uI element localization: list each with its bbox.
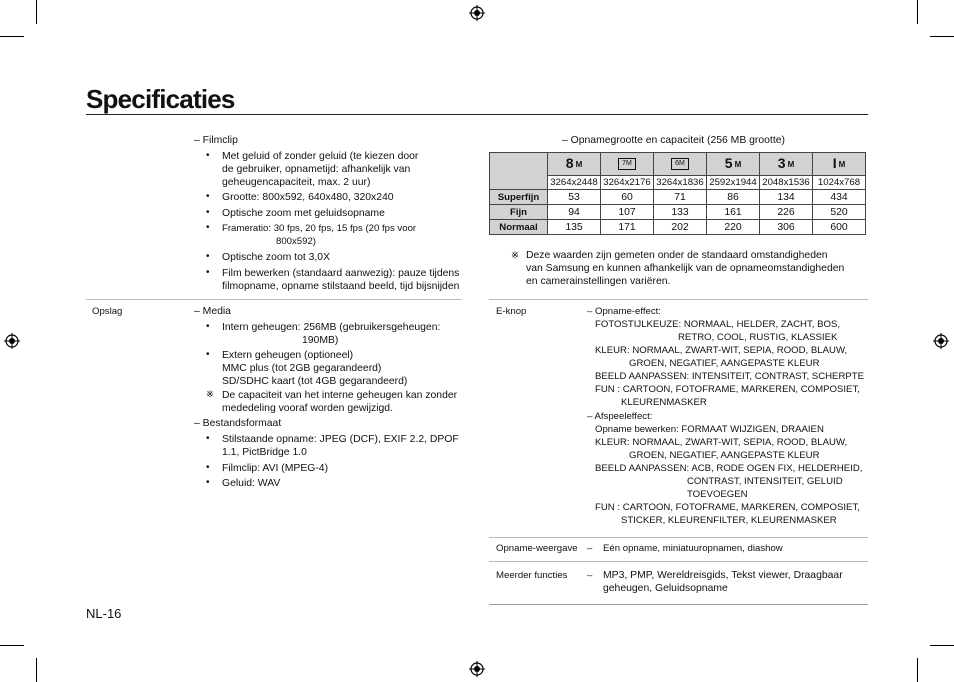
eknop-line: GROEN, NEGATIEF, AANGEPASTE KLEUR xyxy=(629,358,820,369)
format-item-line: 1.1, PictBridge 1.0 xyxy=(222,447,307,458)
quality-label: Superfijn xyxy=(490,190,548,205)
registration-mark-icon xyxy=(933,333,949,349)
resolution-cell: 2592x1944 xyxy=(707,176,760,190)
capacity-cell: 133 xyxy=(654,205,707,220)
bullet: • xyxy=(206,222,210,233)
storage-note-line: De capaciteit van het interne geheugen kan zonder xyxy=(222,390,458,401)
crop-mark xyxy=(0,36,24,37)
media-item-line: SD/SDHC kaart (tot 4GB gegarandeerd) xyxy=(222,376,408,387)
bullet: • xyxy=(206,477,210,488)
capacity-table xyxy=(489,152,866,235)
resolution-cell: 1024x768 xyxy=(813,176,866,190)
eknop-line: FUN : CARTOON, FOTOFRAME, MARKEREN, COMPOSIET, xyxy=(595,384,860,395)
eknop-line: Opname bewerken: FORMAAT WIJZIGEN, DRAAIEN xyxy=(595,424,824,435)
size-icon-cell xyxy=(654,153,707,176)
size-icon-cell xyxy=(601,153,654,176)
capacity-note-line: Deze waarden zijn gemeten onder de standaard omstandigheden xyxy=(526,250,828,261)
size-8m-icon: 8 M xyxy=(565,155,583,172)
crop-mark xyxy=(930,645,954,646)
capacity-cell: 107 xyxy=(601,205,654,220)
capacity-note-line: van Samsung en kunnen afhankelijk van de opnameomstandigheden xyxy=(526,263,845,274)
capacity-cell: 520 xyxy=(813,205,866,220)
media-item-line: 190MB) xyxy=(302,335,339,346)
page-number: NL-16 xyxy=(86,606,122,621)
functies-line: geheugen, Geluidsopname xyxy=(603,583,728,594)
filmclip-item-line: Grootte: 800x592, 640x480, 320x240 xyxy=(222,192,394,203)
crop-mark xyxy=(36,0,37,24)
functies-dash: – xyxy=(587,570,593,581)
format-item-line: Filmclip: AVI (MPEG-4) xyxy=(222,463,329,474)
filmclip-item-line: Frameratio: 30 fps, 20 fps, 15 fps (20 fps voor xyxy=(222,223,417,234)
media-item-line: MMC plus (tot 2GB gegarandeerd) xyxy=(222,363,382,374)
filmclip-item-line: de gebruiker, opnametijd: afhankelijk van xyxy=(222,164,411,175)
filmclip-item-line: geheugencapaciteit, max. 2 uur) xyxy=(222,177,371,188)
format-header: – Bestandsformaat xyxy=(194,418,282,429)
crop-mark xyxy=(0,645,24,646)
table-row xyxy=(490,190,866,205)
capacity-cell: 600 xyxy=(813,220,866,235)
eknop-line: BEELD AANPASSEN: INTENSITEIT, CONTRAST, SCHERPTE xyxy=(595,371,865,382)
section-divider xyxy=(489,604,868,605)
size-icon-cell xyxy=(760,153,813,176)
format-item-line: Stilstaande opname: JPEG (DCF), EXIF 2.2, DPOF xyxy=(222,434,459,445)
eknop-line: FUN : CARTOON, FOTOFRAME, MARKEREN, COMPOSIET, xyxy=(595,502,860,513)
section-divider xyxy=(489,561,868,562)
eknop-line: CONTRAST, INTENSITEIT, GELUID xyxy=(687,476,843,487)
eknop-line: GROEN, NEGATIEF, AANGEPASTE KLEUR xyxy=(629,450,820,461)
media-header: – Media xyxy=(194,306,231,317)
format-item-line: Geluid: WAV xyxy=(222,478,281,489)
filmclip-item-line: Met geluid of zonder geluid (te kiezen door xyxy=(222,151,419,162)
size-icon-cell xyxy=(548,153,601,176)
bullet: • xyxy=(206,349,210,360)
capacity-cell: 202 xyxy=(654,220,707,235)
storage-note-line: mededeling vooraf worden gewijzigd. xyxy=(222,403,393,414)
filmclip-item-line: Optische zoom tot 3,0X xyxy=(222,252,331,263)
page-title: Specificaties xyxy=(86,84,235,114)
capacity-note-line: en camerainstellingen variëren. xyxy=(526,276,671,287)
size-3m-icon: 3 M xyxy=(777,155,795,172)
size-6m-icon: 6M xyxy=(671,158,689,170)
capacity-cell: 220 xyxy=(707,220,760,235)
media-item-line: Intern geheugen: 256MB (gebruikersgeheugen: xyxy=(222,322,441,333)
title-rule xyxy=(86,114,868,115)
capacity-cell: 171 xyxy=(601,220,654,235)
size-icon-cell xyxy=(813,153,866,176)
bullet: • xyxy=(206,267,210,278)
size-5m-icon: 5 M xyxy=(724,155,742,172)
filmclip-item-line: filmopname, opname stilstaand beeld, tijd bijsnijden xyxy=(222,281,460,292)
quality-label: Normaal xyxy=(490,220,548,235)
size-icon-cell xyxy=(707,153,760,176)
media-item-line: Extern geheugen (optioneel) xyxy=(222,350,354,361)
functies-label: Meerder functies xyxy=(496,570,568,581)
filmclip-header: – Filmclip xyxy=(194,135,238,146)
eknop-line: – Opname-effect: xyxy=(587,306,661,317)
capacity-cell: 226 xyxy=(760,205,813,220)
eknop-line: KLEURENMASKER xyxy=(621,397,707,408)
crop-mark xyxy=(917,0,918,24)
weergave-label: Opname-weergave xyxy=(496,543,578,554)
bullet: • xyxy=(206,462,210,473)
capacity-cell: 434 xyxy=(813,190,866,205)
quality-label: Fijn xyxy=(490,205,548,220)
section-divider xyxy=(489,299,868,300)
registration-mark-icon xyxy=(469,5,485,21)
opslag-label: Opslag xyxy=(92,306,123,317)
capacity-cell: 60 xyxy=(601,190,654,205)
resolution-cell: 3264x2448 xyxy=(548,176,601,190)
table-corner-cell xyxy=(490,153,548,190)
crop-mark xyxy=(36,658,37,682)
section-divider xyxy=(86,299,462,300)
bullet: • xyxy=(206,251,210,262)
bullet: • xyxy=(206,191,210,202)
eknop-line: KLEUR: NORMAAL, ZWART-WIT, SEPIA, ROOD, BLAUW, xyxy=(595,345,848,356)
table-row xyxy=(490,205,866,220)
section-divider xyxy=(489,537,868,538)
note-mark: ※ xyxy=(206,389,215,400)
eknop-line: TOEVOEGEN xyxy=(687,489,748,500)
functies-line: MP3, PMP, Wereldreisgids, Tekst viewer, Draagbaar xyxy=(603,570,843,581)
eknop-label: E-knop xyxy=(496,306,527,317)
capacity-cell: 134 xyxy=(760,190,813,205)
resolution-cell: 2048x1536 xyxy=(760,176,813,190)
registration-mark-icon xyxy=(4,333,20,349)
capacity-cell: 94 xyxy=(548,205,601,220)
eknop-line: KLEUR: NORMAAL, ZWART-WIT, SEPIA, ROOD, BLAUW, xyxy=(595,437,848,448)
size-7m-icon: 7M xyxy=(618,158,636,170)
size-1m-icon: I M xyxy=(832,155,846,172)
table-row xyxy=(490,220,866,235)
eknop-line: FOTOSTIJLKEUZE: NORMAAL, HELDER, ZACHT, BOS, xyxy=(595,319,841,330)
bullet: • xyxy=(206,321,210,332)
crop-mark xyxy=(930,36,954,37)
eknop-line: – Afspeeleffect: xyxy=(587,411,653,422)
weergave-text: Eén opname, miniatuuropnamen, diashow xyxy=(603,543,783,554)
capacity-cell: 53 xyxy=(548,190,601,205)
capacity-cell: 161 xyxy=(707,205,760,220)
bullet: • xyxy=(206,150,210,161)
capacity-cell: 71 xyxy=(654,190,707,205)
weergave-dash: – xyxy=(587,543,593,554)
filmclip-item-line: Optische zoom met geluidsopname xyxy=(222,208,385,219)
eknop-line: BEELD AANPASSEN: ACB, RODE OGEN FIX, HELDERHEID, xyxy=(595,463,863,474)
bullet: • xyxy=(206,433,210,444)
crop-mark xyxy=(917,658,918,682)
registration-mark-icon xyxy=(469,661,485,677)
capacity-header: – Opnamegrootte en capaciteit (256 MB grootte) xyxy=(562,135,785,146)
filmclip-item-line: 800x592) xyxy=(276,236,317,247)
resolution-cell: 3264x1836 xyxy=(654,176,707,190)
resolution-cell: 3264x2176 xyxy=(601,176,654,190)
capacity-cell: 86 xyxy=(707,190,760,205)
capacity-cell: 306 xyxy=(760,220,813,235)
note-mark: ※ xyxy=(511,250,520,261)
bullet: • xyxy=(206,207,210,218)
eknop-line: RETRO, COOL, RUSTIG, KLASSIEK xyxy=(678,332,838,343)
filmclip-item-line: Film bewerken (standaard aanwezig): pauze tijdens xyxy=(222,268,460,279)
eknop-line: STICKER, KLEURENFILTER, KLEURENMASKER xyxy=(621,515,837,526)
capacity-cell: 135 xyxy=(548,220,601,235)
